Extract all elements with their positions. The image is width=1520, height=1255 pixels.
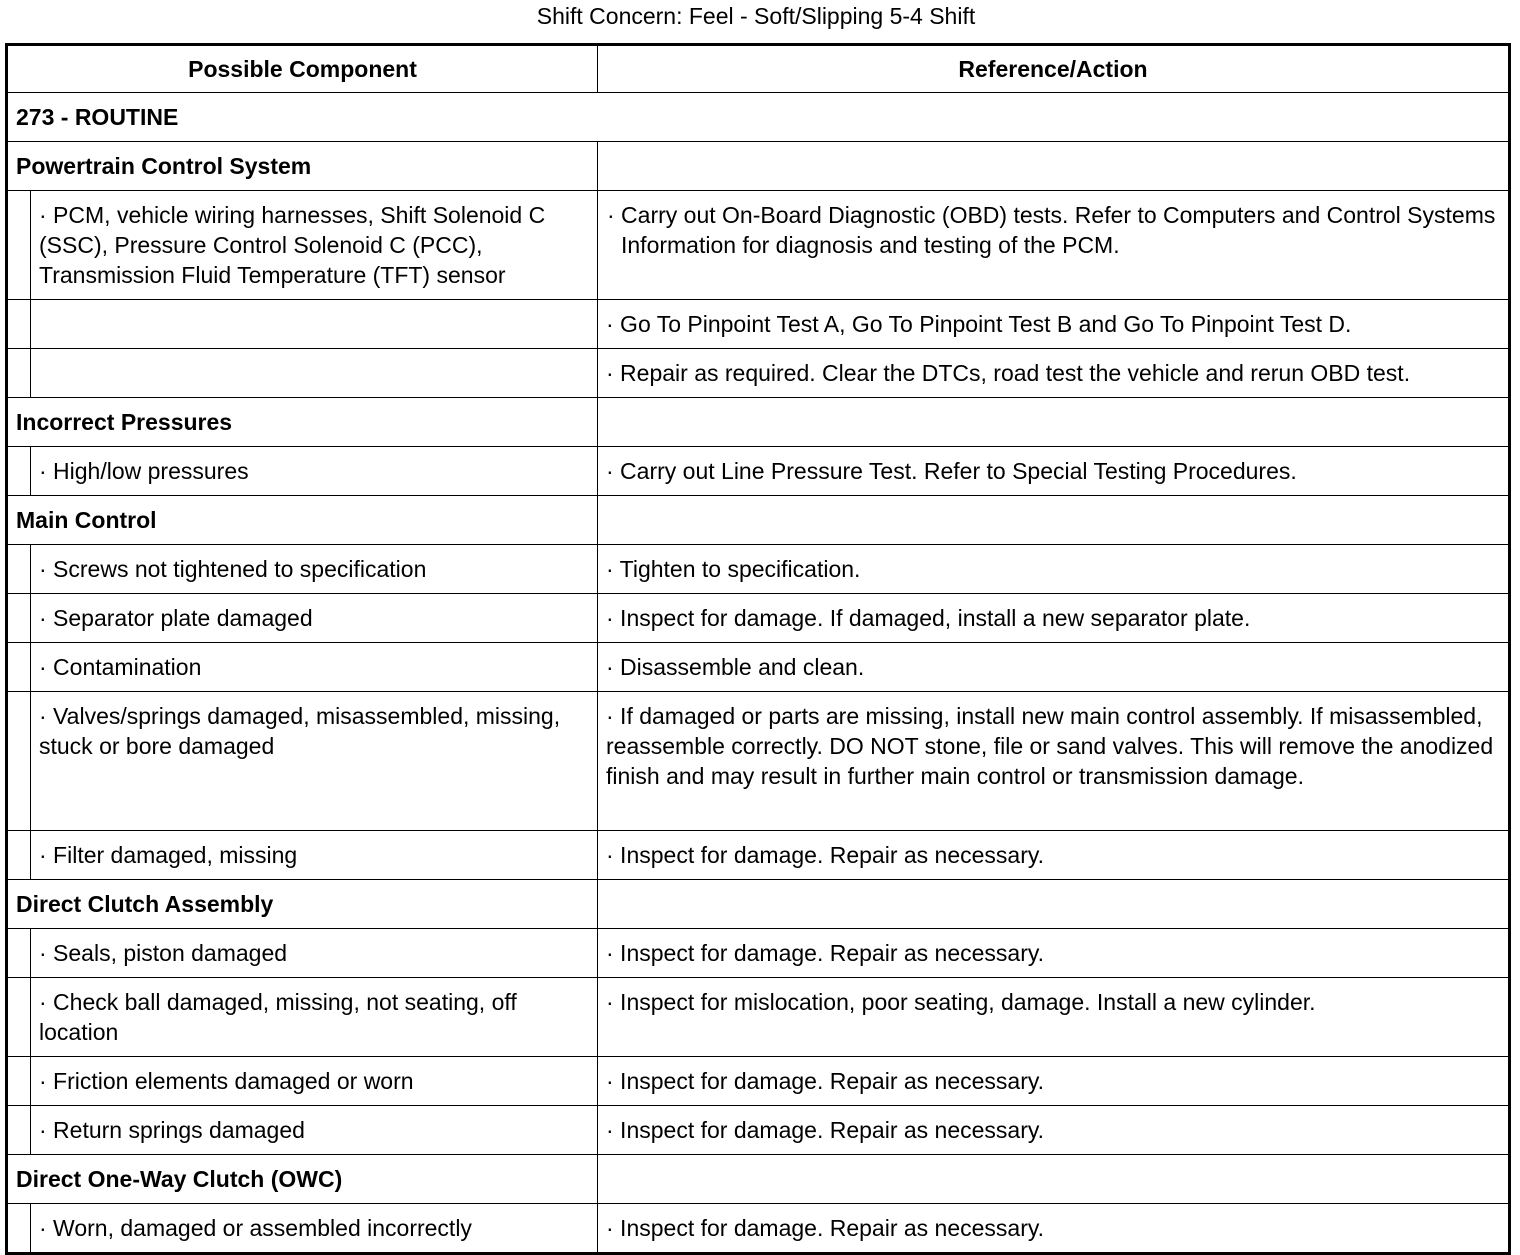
indent-cell bbox=[7, 594, 31, 643]
table-row bbox=[7, 545, 1510, 594]
component-cell: · Screws not tightened to specification bbox=[31, 545, 598, 594]
section-action-empty bbox=[598, 880, 1510, 929]
section-action-empty bbox=[598, 142, 1510, 191]
section-heading: Direct Clutch Assembly bbox=[7, 880, 598, 929]
section-row bbox=[7, 142, 1510, 191]
section-row bbox=[7, 398, 1510, 447]
action-cell: · Repair as required. Clear the DTCs, road test the vehicle and rerun OBD test. bbox=[598, 349, 1510, 398]
indent-cell bbox=[7, 545, 31, 594]
component-cell: · Friction elements damaged or worn bbox=[31, 1057, 598, 1106]
table-row bbox=[7, 929, 1510, 978]
table-row bbox=[7, 1057, 1510, 1106]
section-heading: Direct One-Way Clutch (OWC) bbox=[7, 1155, 598, 1204]
indent-cell bbox=[7, 643, 31, 692]
section-row bbox=[7, 496, 1510, 545]
action-cell: · Inspect for damage. Repair as necessary. bbox=[598, 1057, 1510, 1106]
indent-cell bbox=[7, 300, 31, 349]
component-cell: · Separator plate damaged bbox=[31, 594, 598, 643]
action-cell: · Carry out On-Board Diagnostic (OBD) tests. Refer to Computers and Control Systems Information for diagnosis and testing of the PCM. bbox=[598, 191, 1510, 300]
table-row bbox=[7, 1204, 1510, 1254]
indent-cell bbox=[7, 831, 31, 880]
indent-cell bbox=[7, 1204, 31, 1254]
indent-cell bbox=[7, 191, 31, 300]
section-heading: Powertrain Control System bbox=[7, 142, 598, 191]
table-row bbox=[7, 300, 1510, 349]
section-row bbox=[7, 1155, 1510, 1204]
indent-cell bbox=[7, 692, 31, 831]
action-cell: · Go To Pinpoint Test A, Go To Pinpoint Test B and Go To Pinpoint Test D. bbox=[598, 300, 1510, 349]
section-action-empty bbox=[598, 496, 1510, 545]
indent-cell bbox=[7, 1057, 31, 1106]
action-cell: · Inspect for damage. Repair as necessary. bbox=[598, 929, 1510, 978]
indent-cell bbox=[7, 349, 31, 398]
component-cell: · Filter damaged, missing bbox=[31, 831, 598, 880]
action-cell: · Carry out Line Pressure Test. Refer to Special Testing Procedures. bbox=[598, 447, 1510, 496]
component-cell: · Seals, piston damaged bbox=[31, 929, 598, 978]
section-heading: Main Control bbox=[7, 496, 598, 545]
indent-cell bbox=[7, 1106, 31, 1155]
table-row bbox=[7, 1106, 1510, 1155]
component-cell: · PCM, vehicle wiring harnesses, Shift Solenoid C (SSC), Pressure Control Solenoid C (PCC), Transmission Fluid Temperature (TFT) sensor bbox=[31, 191, 598, 300]
action-cell: · Inspect for damage. Repair as necessary. bbox=[598, 1204, 1510, 1254]
table-row bbox=[7, 191, 1510, 300]
action-cell: · Inspect for damage. If damaged, install a new separator plate. bbox=[598, 594, 1510, 643]
table-row bbox=[7, 447, 1510, 496]
component-cell bbox=[31, 300, 598, 349]
action-cell: · Disassemble and clean. bbox=[598, 643, 1510, 692]
header-reference-action: Reference/Action bbox=[598, 45, 1510, 93]
header-possible-component: Possible Component bbox=[7, 45, 598, 93]
banner-row bbox=[7, 93, 1510, 142]
component-cell bbox=[31, 349, 598, 398]
action-cell: · Inspect for damage. Repair as necessary. bbox=[598, 831, 1510, 880]
table-row bbox=[7, 692, 1510, 831]
section-action-empty bbox=[598, 398, 1510, 447]
section-heading: Incorrect Pressures bbox=[7, 398, 598, 447]
table-row bbox=[7, 831, 1510, 880]
indent-cell bbox=[7, 978, 31, 1057]
section-row bbox=[7, 880, 1510, 929]
section-action-empty bbox=[598, 1155, 1510, 1204]
action-cell: · Inspect for mislocation, poor seating, damage. Install a new cylinder. bbox=[598, 978, 1510, 1057]
action-cell: · Inspect for damage. Repair as necessary. bbox=[598, 1106, 1510, 1155]
table-row bbox=[7, 594, 1510, 643]
component-cell: · Worn, damaged or assembled incorrectly bbox=[31, 1204, 598, 1254]
table-row bbox=[7, 349, 1510, 398]
indent-cell bbox=[7, 929, 31, 978]
page-title: Shift Concern: Feel - Soft/Slipping 5-4 Shift bbox=[536, 3, 976, 29]
routine-banner: 273 - ROUTINE bbox=[7, 93, 1510, 142]
component-cell: · High/low pressures bbox=[31, 447, 598, 496]
component-cell: · Contamination bbox=[31, 643, 598, 692]
indent-cell bbox=[7, 447, 31, 496]
component-cell: · Check ball damaged, missing, not seating, off location bbox=[31, 978, 598, 1057]
component-cell: · Valves/springs damaged, misassembled, missing, stuck or bore damaged bbox=[31, 692, 598, 831]
diagnosis-table bbox=[5, 43, 1511, 1255]
table-row bbox=[7, 978, 1510, 1057]
action-cell: · If damaged or parts are missing, install new main control assembly. If misassembled, reassemble correctly. DO NOT stone, file or sand valves. This will remove the anodized finish and may result in further main control or transmission damage. bbox=[598, 692, 1510, 831]
header-row bbox=[7, 45, 1510, 93]
action-cell: · Tighten to specification. bbox=[598, 545, 1510, 594]
component-cell: · Return springs damaged bbox=[31, 1106, 598, 1155]
table-row bbox=[7, 643, 1510, 692]
